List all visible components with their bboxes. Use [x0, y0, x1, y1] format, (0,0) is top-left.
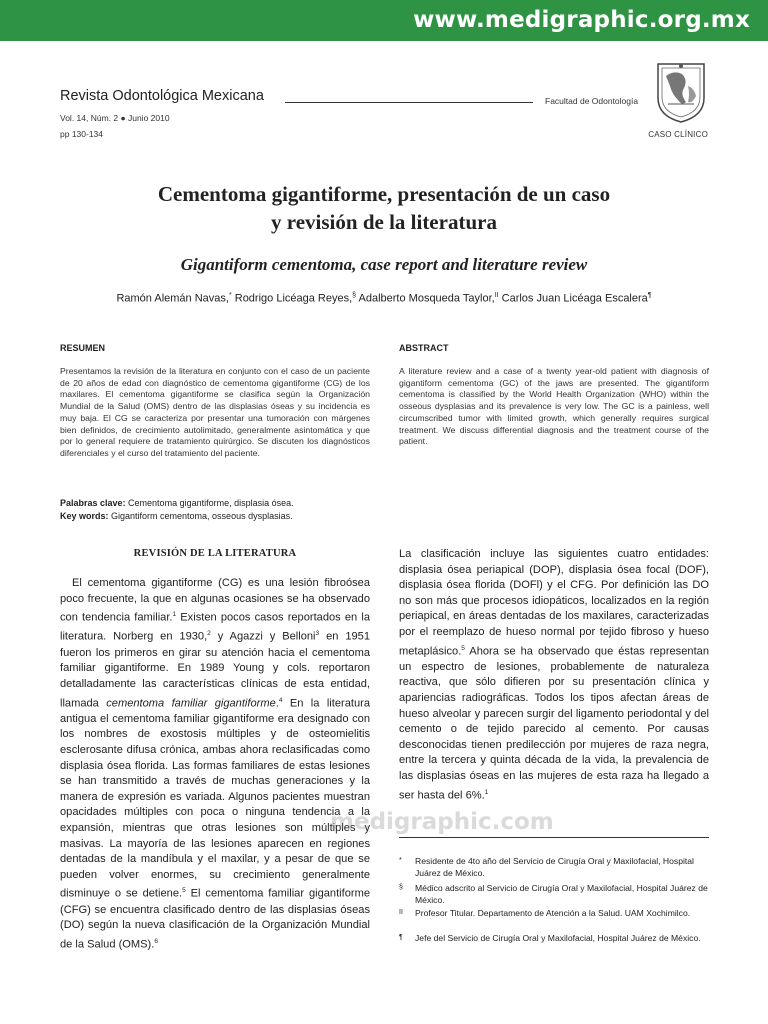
body-column-2 [399, 547, 709, 804]
citation: 5 [182, 887, 186, 895]
body-text: y Agazzi y Belloni [210, 631, 316, 644]
citation: 3 [315, 630, 320, 638]
author-mark: * [228, 292, 232, 299]
footnote-text: Profesor Titular. Departamento de Atención a la Salud. UAM Xochimilco. [415, 908, 691, 918]
author-mark: II [494, 292, 499, 299]
footnote-mark: § [399, 884, 403, 891]
journal-name: Revista Odontológica Mexicana [60, 88, 264, 104]
citation: 2 [207, 630, 211, 638]
resumen-heading: RESUMEN [60, 343, 106, 353]
body-text: En la literatura antigua el cementoma familiar gigantiforme era designado con los nombres de exostosis múltiples y de osteomielitis esclerosante difusa crónica, ambas ahora reclasificadas como displasia ósea florida. Las formas familiares de estas lesiones se han transmitido a través de muchas generaciones y la manera de expresión es variada. Algunos pacientes muestran opacidades múltiples con poca o ninguna tendencia a la expansión, mientras que otras lesiones son múltiples y masivas. La mayoría de las lesiones aparecen en regiones dentadas de la mandíbula y el maxilar, y a pesar de que se pueden volver enormes, su crecimiento generalmente disminuye o se detiene. [60, 697, 370, 901]
footnote-text: Jefe del Servicio de Cirugía Oral y Maxilofacial, Hospital Juárez de México. [415, 933, 701, 943]
article-subtitle: Gigantiform cementoma, case report and literature review [180, 255, 588, 274]
keywords [60, 497, 294, 523]
author-mark: ¶ [647, 292, 652, 299]
citation: 5 [461, 644, 465, 652]
body-text: . [275, 697, 279, 710]
author-name: Carlos Juan Licéaga Escalera [501, 292, 648, 305]
body-text: El cementoma gigantiforme (CG) es una lesión fibroósea poco frecuente, la que en algunas ocasiones se ha observado con tendencia familiar. [60, 577, 370, 624]
unam-seal-icon [652, 58, 710, 124]
article-section-label: CASO CLÍNICO [648, 130, 708, 139]
footnote [399, 855, 709, 879]
citation: 4 [278, 696, 283, 704]
footnote-mark: * [399, 857, 402, 864]
keywords-en-value: Gigantiform cementoma, osseous dysplasias. [108, 511, 293, 521]
title-line-1: Cementoma gigantiforme, presentación de un caso [157, 182, 611, 206]
abstract-heading: ABSTRACT [399, 343, 449, 353]
site-url-link[interactable]: www.medigraphic.org.mx [413, 7, 750, 33]
keywords-es-label: Palabras clave: [60, 498, 126, 508]
body-text: en 1951 fueron los primeros en girar su atención hacia el cementoma familiar gigantiforme. En 1989 Young y cols. reportaron detalladamente las características clínicas de esta entidad, llamada [60, 631, 370, 710]
footnote-text: Médico adscrito al Servicio de Cirugía Oral y Maxilofacial, Hospital Juárez de México. [415, 883, 708, 905]
author-name: Adalberto Mosqueda Taylor, [358, 292, 495, 305]
keywords-es-value: Cementoma gigantiforme, displasia ósea. [125, 498, 294, 508]
abstract-text: A literature review and a case of a twenty year-old patient with diagnosis of gigantiform cementoma (GC) of the jaws are presented. The gigantiform cementoma is classified by the World Health Organization (WHO) within the osseous dysplasias and its prevalence is very low. The GC is a painless, well circumscribed tumor with limited growth, which generally requires surgical treatment. We discuss differential diagnosis and the treatment course of the patient. [399, 366, 709, 447]
faculty-name: Facultad de Odontología [545, 96, 639, 106]
author-mark: § [352, 292, 357, 299]
citation: 1 [172, 611, 177, 619]
body-column-1 [60, 576, 370, 953]
article-title [60, 180, 708, 236]
keywords-en-label: Key words: [60, 511, 109, 521]
section-heading: REVISIÓN DE LA LITERATURA [133, 548, 297, 559]
site-banner [0, 0, 768, 41]
citation: 1 [484, 788, 489, 796]
footnote-rule [399, 837, 709, 838]
body-text: La clasificación incluye las siguientes cuatro entidades: displasia ósea periapical (DOP), displasia ósea focal (DOF), displasia ósea florida (DOFl) y el CFG. Por definición las DO no son más que procesos idiopáticos, localizados en la región periapical, en áreas dentadas de los maxilares, caracterizadas por el reemplazo de hueso normal por tejido fibroso y hueso metaplásico. [399, 548, 709, 658]
body-text: Existen pocos casos reportados en la literatura. Norberg en 1930, [60, 611, 370, 644]
body-text: El cementoma familiar gigantiforme (CFG) se encuentra clasificado dentro de las displasias óseas (DO) según la nueva clasificación de la Organización Mundial de la Salud (OMS). [60, 888, 371, 951]
resumen-text: Presentamos la revisión de la literatura en conjunto con el caso de un paciente de 20 años de edad con diagnóstico de cementoma gigantiforme (CG) de los maxilares. El cementoma gigantiforme se clasifica según la Organización Mundial de la Salud (OMS) dentro de las displasias óseas y su incidencia es muy baja. El CG se caracteriza por presentar una tumoración con márgenes bien definidos, de crecimiento autolimitado, generalmente asintomática y que por lo general requiere de tratamiento quirúrgico. Se discuten los diagnósticos diferenciales y el curso del tratamiento del paciente. [60, 366, 370, 458]
author-name: Rodrigo Licéaga Reyes, [234, 292, 353, 305]
footnote-mark: ¶ [399, 934, 403, 941]
footnote [399, 882, 709, 906]
volume-info: Vol. 14, Núm. 2 ● Junio 2010 [60, 113, 170, 123]
watermark: medigraphic.com [330, 809, 554, 835]
footnote-mark: II [399, 909, 403, 916]
footnote-text: Residente de 4to año del Servicio de Cirugía Oral y Maxilofacial, Hospital Juárez de México. [415, 856, 694, 878]
author-list [60, 292, 708, 305]
header-rule [285, 102, 533, 103]
author-name: Ramón Alemán Navas, [116, 292, 229, 305]
page-range: pp 130-134 [60, 129, 104, 139]
citation: 6 [154, 937, 158, 945]
footnote [399, 907, 709, 919]
body-text: Ahora se ha observado que éstas representan un espectro de lesiones, probablemente de naturaleza reactiva, que sólo difieren por su presentación clínica y apariencias radiográficas. Todos los tipos afectan áreas de hueso alveolar y parecen surgir del ligamento periodontal y del cemento o de tejido parecido al cemento. Por causas desconocidas tienen predilección por mujeres de raza negra, entre la tercera y quinta década de la vida, la prevalencia de las displasias óseas en las mujeres de esta raza ha llegado a ser hasta del 6%. [399, 645, 709, 802]
title-line-2: y revisión de la literatura [271, 210, 497, 234]
body-italic-term: cementoma familiar gigantiforme [106, 697, 276, 710]
footnote [399, 932, 709, 944]
